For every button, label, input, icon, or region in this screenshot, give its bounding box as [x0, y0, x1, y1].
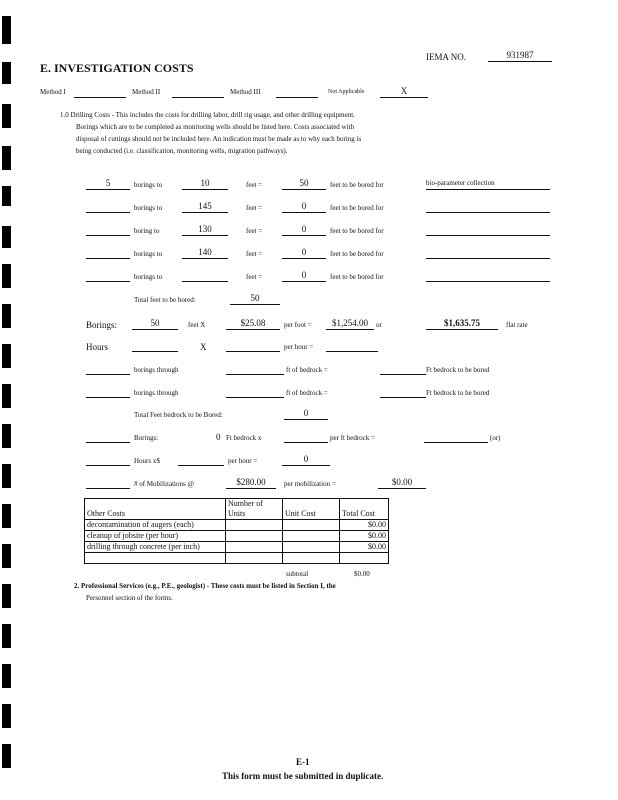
feet-total[interactable]: 0: [282, 270, 326, 282]
table-row: [85, 531, 389, 542]
unit-cost-cell[interactable]: [283, 542, 340, 553]
feet-equals-label: feet =: [246, 273, 263, 281]
per-ft-bedrock-label: per ft bedrock =: [330, 434, 375, 442]
method-2-label: Method II: [132, 88, 161, 96]
boring-depth[interactable]: [182, 270, 228, 282]
drilling-intro-3: disposal of cuttings should not be included here. An indication must be made as to why each boring is: [76, 135, 362, 143]
boring-count[interactable]: 5: [86, 178, 130, 190]
method-1-field[interactable]: [74, 86, 126, 98]
boring-purpose[interactable]: [426, 201, 550, 213]
borings-to-label: boring to: [134, 227, 160, 235]
feet-bored-label: feet to be bored for: [330, 181, 384, 189]
unit-cost-cell[interactable]: [283, 531, 340, 542]
boring-count[interactable]: [86, 247, 130, 259]
boring-purpose[interactable]: bio-parameter collection: [426, 178, 550, 190]
per-hour-label: per hour =: [284, 343, 314, 351]
total-feet-label: Total feet to be bored:: [134, 296, 196, 304]
borings-label: Borings:: [86, 320, 118, 330]
feet-equals-label: feet =: [246, 250, 263, 258]
subtotal-label: subtotal: [286, 570, 309, 578]
total-cost-cell: [340, 553, 389, 564]
total-cost-cell: $0.00: [340, 520, 389, 531]
table-row: [85, 542, 389, 553]
feet-total[interactable]: 50: [282, 178, 326, 190]
total-cost-cell: $0.00: [340, 531, 389, 542]
borings-to-label: borings to: [134, 181, 163, 189]
boring-depth[interactable]: 10: [182, 178, 228, 190]
total-cost-cell: $0.00: [340, 542, 389, 553]
not-applicable-field[interactable]: X: [380, 86, 428, 98]
feet-bored-label: feet to be bored for: [330, 227, 384, 235]
borings2-label: Borings:: [134, 434, 159, 442]
table-header-row: [85, 499, 389, 520]
per-foot-label: per foot =: [284, 321, 312, 329]
ft-bedrock-eq-label: ft of bedrock =: [286, 366, 328, 374]
page-number: E-1: [296, 757, 310, 767]
boring-count[interactable]: [86, 224, 130, 236]
flat-rate-label: flat rate: [506, 321, 528, 329]
method-2-field[interactable]: [172, 86, 224, 98]
ft-bedrock-bored-label: Ft bedrock to be bored: [426, 366, 490, 374]
iema-label: IEMA NO.: [426, 52, 466, 62]
bedrock-ft-value: 0: [216, 432, 221, 442]
feet-equals-label: feet =: [246, 227, 263, 235]
flat-rate-value[interactable]: $1,635.75: [426, 318, 498, 330]
bedrock-borings-1[interactable]: [86, 363, 130, 375]
feet-x-label: feet X: [188, 321, 206, 329]
hours-xs-label: Hours x$: [134, 457, 160, 465]
method-3-label: Method III: [230, 88, 261, 96]
ft-bedrock-bored-label: Ft bedrock to be bored: [426, 389, 490, 397]
or-label: or: [376, 321, 382, 329]
other-costs-header: Other Costs: [85, 499, 226, 520]
feet-total[interactable]: 0: [282, 224, 326, 236]
feet-bored-label: feet to be bored for: [330, 273, 384, 281]
hours-label: Hours: [86, 342, 108, 352]
iema-number[interactable]: 931987: [488, 50, 552, 62]
bedrock-hourly-rate[interactable]: [178, 454, 224, 466]
cost-item: cleanup of jobsite (per hour): [85, 531, 226, 542]
times-label: X: [200, 342, 207, 352]
units-cell[interactable]: [226, 553, 283, 564]
per-foot-rate[interactable]: $25.08: [226, 318, 280, 330]
bedrock-total-1[interactable]: [380, 363, 426, 375]
borings-through-label: borings through: [134, 389, 179, 397]
not-applicable-label: Not Applicable: [328, 89, 365, 95]
units-cell[interactable]: [226, 520, 283, 531]
method-3-field[interactable]: [276, 86, 318, 98]
submission-note: This form must be submitted in duplicate.: [222, 771, 384, 781]
bedrock-borings-count[interactable]: [86, 431, 130, 443]
mobilizations-count[interactable]: [86, 477, 130, 489]
boring-purpose[interactable]: [426, 270, 550, 282]
cost-item: decontamination of augers (each): [85, 520, 226, 531]
drilling-intro-2: Borings which are to be completed as monitoring wells should be listed here. Costs associated with: [76, 123, 355, 131]
per-hour-label-2: per hour =: [228, 457, 258, 465]
bedrock-depth-1[interactable]: [226, 363, 284, 375]
feet-equals-label: feet =: [246, 204, 263, 212]
boring-purpose[interactable]: [426, 247, 550, 259]
feet-bored-label: feet to be bored for: [330, 250, 384, 258]
feet-bored-label: feet to be bored for: [330, 204, 384, 212]
other-costs-table: [84, 498, 389, 564]
borings-through-label: borings through: [134, 366, 179, 374]
cost-item: drilling through concrete (per inch): [85, 542, 226, 553]
or-label-2: (or): [490, 434, 501, 442]
hourly-rate[interactable]: [226, 340, 280, 352]
borings-feet[interactable]: 50: [132, 318, 178, 330]
borings-to-label: borings to: [134, 250, 163, 258]
bedrock-total-2[interactable]: [380, 386, 426, 398]
unit-cost-cell[interactable]: [283, 520, 340, 531]
professional-services-text: 2. Professional Services (e.g., P.E., geologist) - These costs must be listed in Section I, the: [74, 582, 336, 590]
professional-services-1: [74, 582, 336, 590]
professional-services-2: Personnel section of the forms.: [86, 594, 173, 602]
unit-cost-header: Unit Cost: [283, 499, 340, 520]
hours-field[interactable]: [132, 340, 178, 352]
bedrock-borings-2[interactable]: [86, 386, 130, 398]
ft-bedrock-eq-label: ft of bedrock =: [286, 389, 328, 397]
bedrock-hours[interactable]: [86, 454, 130, 466]
units-cell[interactable]: [226, 542, 283, 553]
feet-total[interactable]: 0: [282, 247, 326, 259]
per-foot-total[interactable]: $1,254.00: [326, 318, 374, 330]
feet-equals-label: feet =: [246, 181, 263, 189]
feet-total[interactable]: 0: [282, 201, 326, 213]
hours-total[interactable]: [326, 340, 378, 352]
total-bedrock-value[interactable]: 0: [284, 408, 328, 420]
units-header: Number of Units: [226, 499, 283, 520]
table-row: [85, 520, 389, 531]
boring-depth[interactable]: 145: [182, 201, 228, 213]
method-1-label: Method I: [40, 88, 66, 96]
drilling-intro-1: 1.0 Drilling Costs - This includes the costs for drilling labor, drill rig usage, and other drilling equipment.: [60, 111, 355, 119]
boring-depth[interactable]: 130: [182, 224, 228, 236]
bedrock-rate[interactable]: [284, 431, 328, 443]
section-title: E. INVESTIGATION COSTS: [40, 61, 194, 75]
total-feet-value[interactable]: 50: [230, 293, 280, 305]
mobilizations-label: # of Mobilizations @: [134, 480, 194, 488]
per-mobilization-label: per mobilization =: [284, 480, 336, 488]
unit-cost-cell[interactable]: [283, 553, 340, 564]
boring-count[interactable]: [86, 270, 130, 282]
boring-depth[interactable]: 140: [182, 247, 228, 259]
boring-count[interactable]: [86, 201, 130, 213]
borings-to-label: borings to: [134, 273, 163, 281]
table-row: [85, 553, 389, 564]
bedrock-depth-2[interactable]: [226, 386, 284, 398]
borings-to-label: borings to: [134, 204, 163, 212]
bedrock-cost[interactable]: [424, 431, 488, 443]
drilling-intro-4: being conducted (i.e. classification, monitoring wells, migration pathways).: [76, 147, 288, 155]
bedrock-hours-total[interactable]: 0: [282, 454, 330, 466]
total-cost-header: Total Cost: [340, 499, 389, 520]
cost-item[interactable]: [85, 553, 226, 564]
mobilization-total[interactable]: $0.00: [378, 477, 426, 489]
units-cell[interactable]: [226, 531, 283, 542]
subtotal-value: $0.00: [354, 570, 370, 578]
mobilization-rate[interactable]: $280.00: [226, 477, 276, 489]
total-bedrock-label: Total Feet bedrock to be Bored:: [134, 411, 223, 419]
ft-bedrock-x-label: Ft bedrock x: [226, 434, 262, 442]
boring-purpose[interactable]: [426, 224, 550, 236]
